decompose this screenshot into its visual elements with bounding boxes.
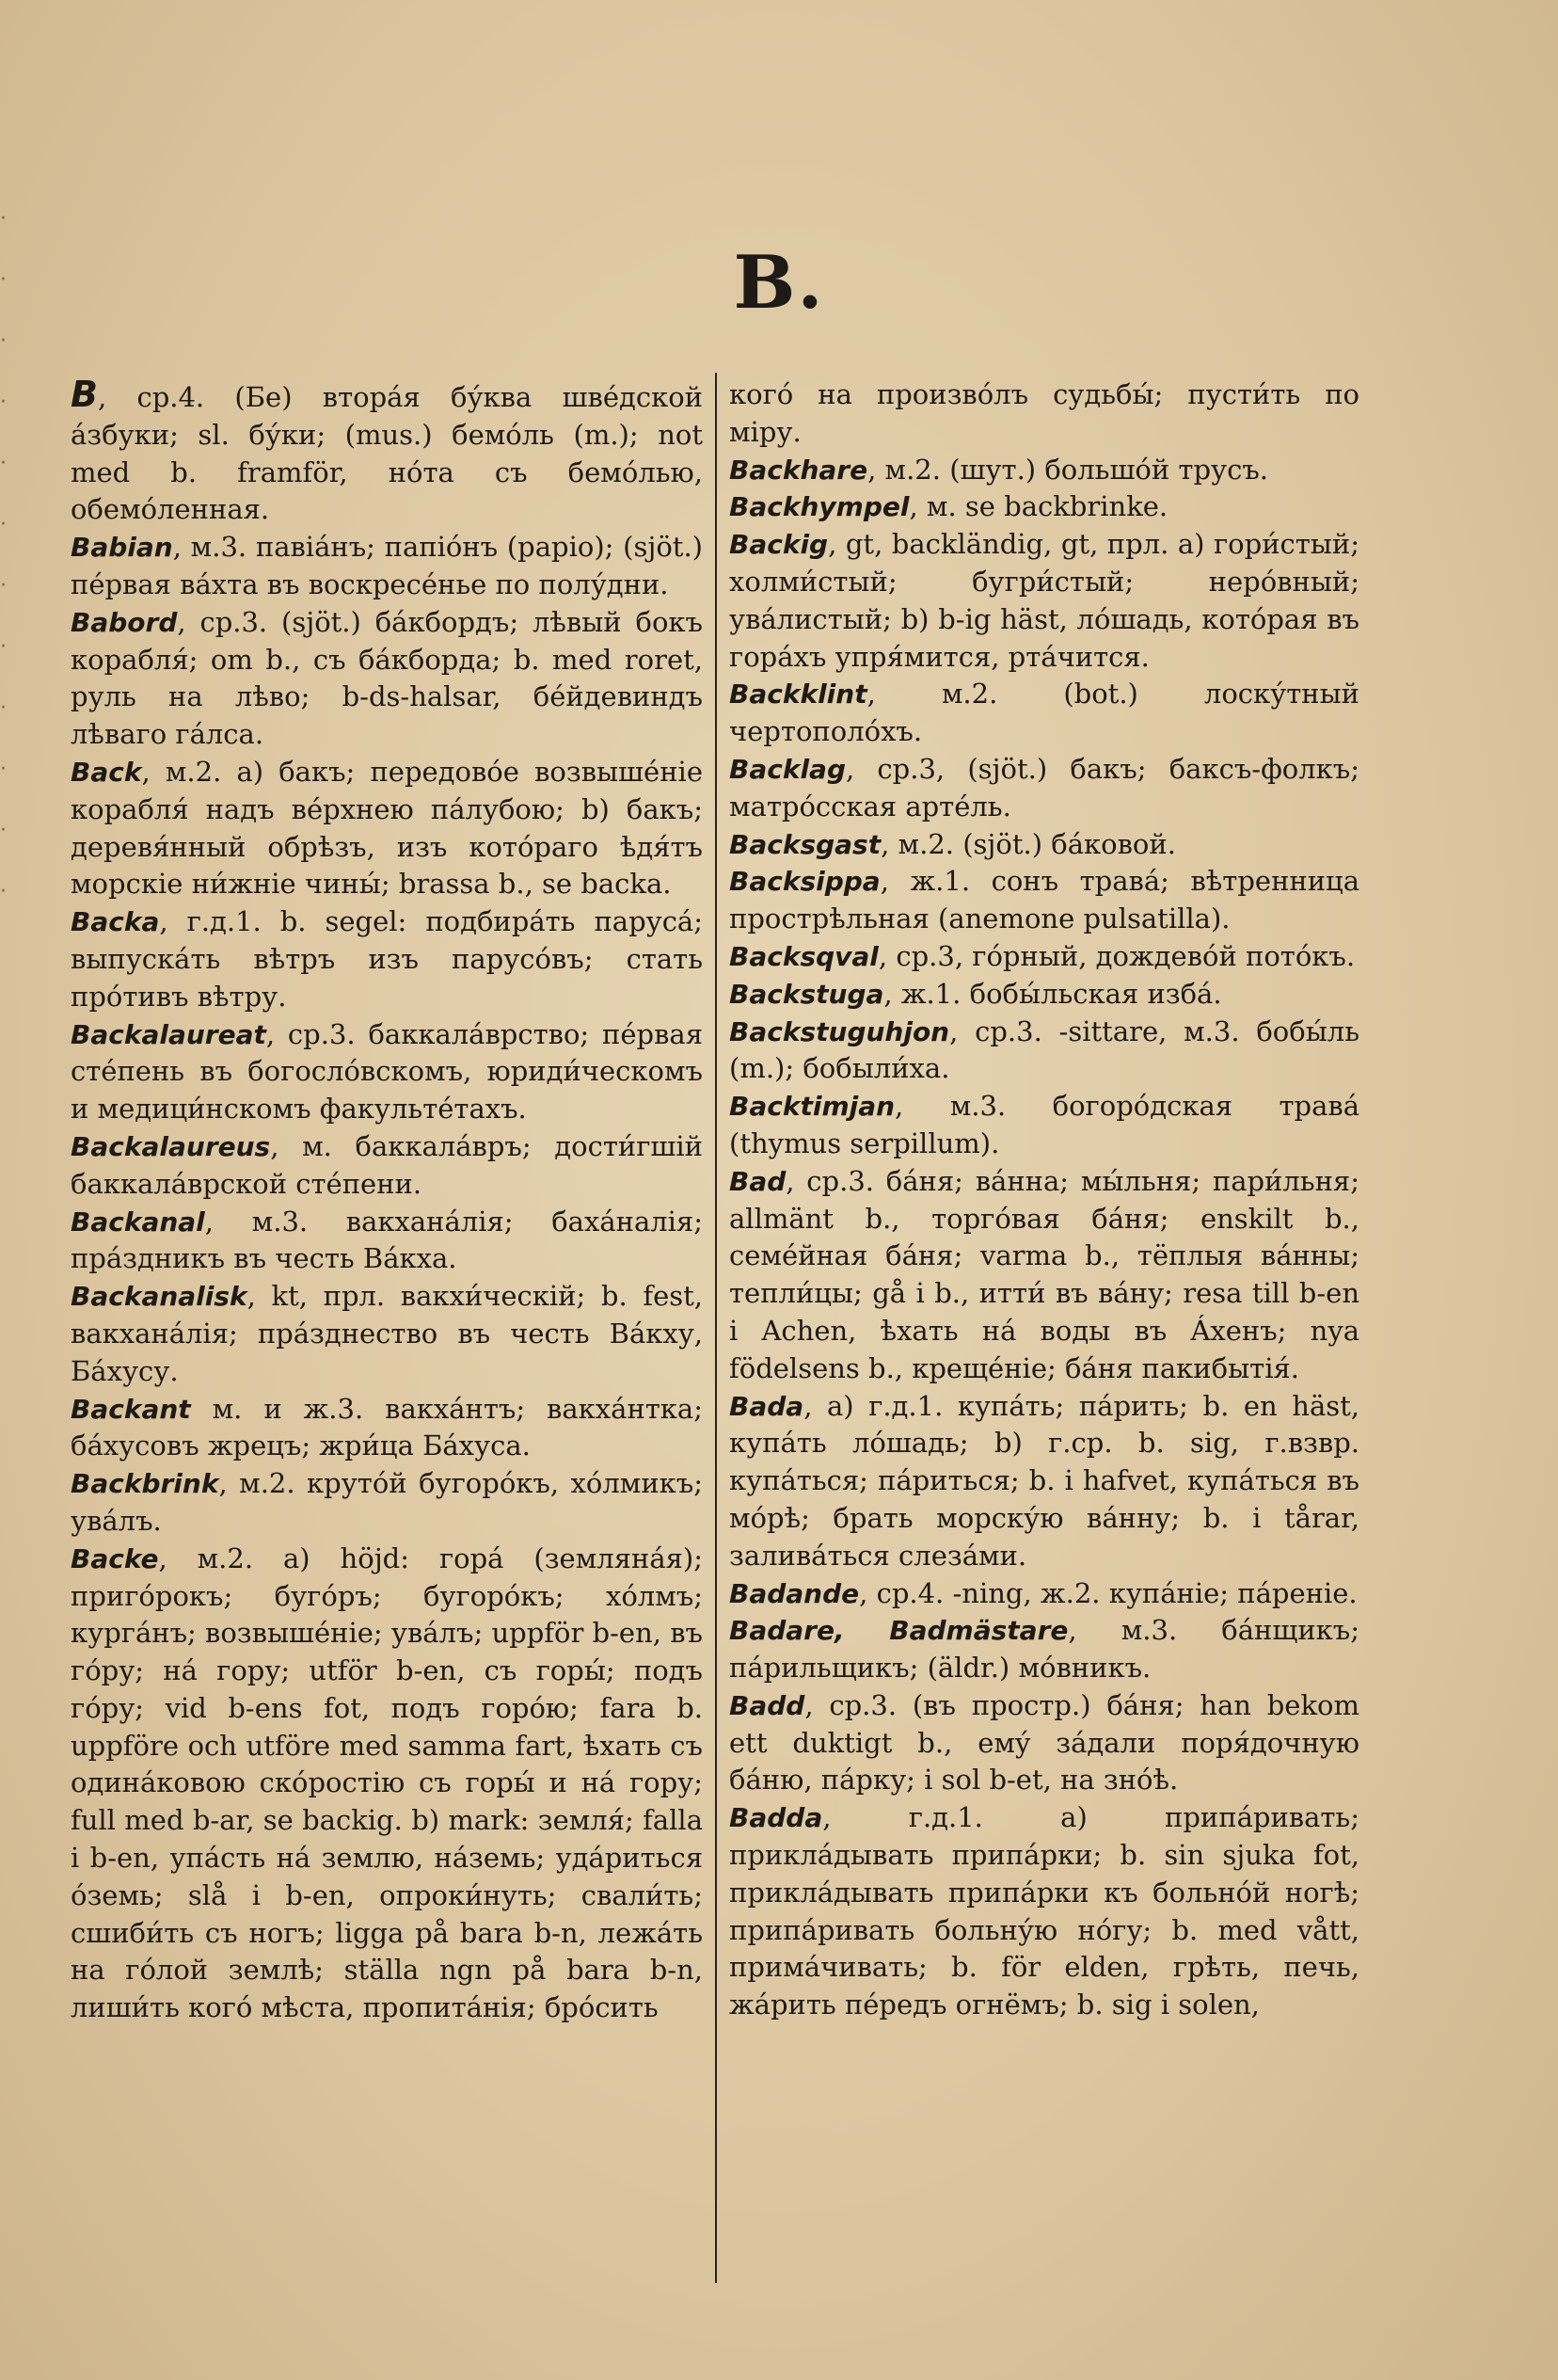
entry-headword: Badare, Badmästare — [729, 1615, 1069, 1647]
dictionary-entry — [71, 1541, 703, 2027]
entry-headword: Babian — [71, 532, 173, 564]
dictionary-entry — [71, 1278, 703, 1390]
entry-definition: , ср.3. (sjöt.) бáкбордъ; лѣвый бокъ корабля́; om b., съ бáкборда; b. med roret, руль на лѣво; b-ds-halsar, бéйдевиндъ лѣваго гáлса. — [71, 605, 703, 751]
entry-headword: Backstuguhjon — [729, 1015, 950, 1047]
entry-definition: , м.2. (bot.) лоску́тный чертополóхъ. — [729, 678, 1359, 748]
dictionary-entry — [729, 976, 1359, 1014]
column-divider — [715, 373, 717, 2283]
dictionary-entry — [71, 1391, 703, 1466]
dictionary-entry — [71, 1204, 703, 1279]
entry-headword: Backhare — [729, 454, 868, 486]
entry-definition: , м.3. вакханáлiя; бахáналiя; прáздникъ въ честь Вáкха. — [71, 1205, 703, 1275]
entry-headword: Bada — [729, 1390, 804, 1422]
entry-definition: , м.2. a) бакъ; передовóе возвышéнiе корабля́ надъ вéрхнею пáлубою; b) бакъ; деревя́нный обрѣзъ, изъ котóраго ѣдя́тъ морскiе ни́жнiе чины́; brassa b., se backa. — [71, 755, 703, 901]
dictionary-entry — [729, 1388, 1359, 1575]
dictionary-entry — [729, 1014, 1359, 1089]
entry-definition: , ж.1. бобы́льская избá. — [883, 977, 1222, 1010]
entry-definition: , м.2. крутóй бугорóкъ, хóлмикъ; увáлъ. — [71, 1467, 703, 1537]
dictionary-entry — [729, 488, 1359, 526]
entry-definition: , м.2. (шут.) большóй трусъ. — [867, 453, 1269, 486]
entry-definition: , м.2. (sjöt.) бáковой. — [881, 827, 1176, 860]
entry-definition: м. и ж.3. вакхáнтъ; вакхáнтка; бáхусовъ жрецъ; жри́ца Бáхуса. — [71, 1392, 703, 1462]
entry-definition: , м.3. бáнщикъ; пáрильщикъ; (äldr.) мóвникъ. — [729, 1614, 1360, 1685]
entry-definition: , gt, backländig, gt, прл. a) гори́стый; холми́стый; бугри́стый; нерóвный; увáлистый; b) b-ig häst, лóшадь, котóрая въ горáхъ упря́мится, ртáчится. — [729, 528, 1359, 673]
left-column — [71, 376, 703, 2314]
dictionary-entry — [729, 452, 1359, 489]
entry-headword: Backig — [729, 529, 829, 561]
page-edge-marks: · · · · · · · · · · · · — [0, 207, 7, 903]
entry-definition: , м.3. богорóдская травá (thymus serpillum). — [729, 1090, 1359, 1159]
dictionary-entry — [729, 826, 1359, 864]
entry-definition: , a) г.д.1. купáть; пáрить; b. en häst, купáть лóшадь; b) г.ср. b. sig, г.взвр. купáться; пáриться; b. i hafvet, купáться въ мóрѣ; брать морску́ю вáнну; b. i tårar, заливáться слезáми. — [729, 1389, 1359, 1572]
entry-headword: Backalaureus — [71, 1130, 271, 1162]
dictionary-entry — [729, 676, 1359, 751]
entry-headword: Badd — [729, 1689, 805, 1721]
entry-definition: , ср.3. (въ простр.) бáня; han bekom ett duktigt b., емý зáдали поря́дочную бáню, пáрку; i sol b-et, на знóѣ. — [729, 1688, 1359, 1797]
entry-definition: , ср.3, гóрный, дождевóй потóкъ. — [878, 939, 1356, 972]
entry-definition: , ср.4. (Бе) вторáя бу́ква шве́дской áзбуки; sl. бу́ки; (mus.) бемóль (m.); not med b. framför, нóта съ бемóлью, обемóленная. — [71, 381, 703, 526]
dictionary-entry — [729, 938, 1359, 976]
entry-headword: Backant — [71, 1393, 191, 1425]
dictionary-entry — [729, 1575, 1359, 1613]
entry-headword: Backe — [71, 1542, 159, 1574]
dictionary-entry — [729, 1612, 1359, 1687]
entry-definition: , м.2. a) höjd: горá (землянáя); пригóрокъ; бугóръ; бугорóкъ; хóлмъ; кургáнъ; возвышéнiе; увáлъ; uppför b-en, въ гóру; нá гору; utför b-en, съ горы́; подъ гóру; vid b-ens fot, подъ горóю; fara b. uppföre och utföre med samma fart, ѣхать съ одинáковою скóростiю съ горы́ и нá гору; full med b-ar, se backig. b) mark: земля́; falla i b-en, упáсть нá землю, нáземь; удáриться óземь; slå i b-en, опроки́нуть; свали́ть; сшиби́ть съ ногъ; ligga på bara b-n, лежáть на гóлой землѣ; ställa ngn på bara b-n, лиши́ть когó мѣста, пропитáнiя; брóсить — [71, 1541, 703, 2024]
entry-headword: Backsgast — [729, 828, 882, 860]
dictionary-entry — [729, 526, 1359, 676]
entry-definition: , ж.1. сонъ травá; вѣтренница прострѣльная (anemone pulsatilla). — [729, 865, 1359, 935]
entry-definition: , м. баккалáвръ; дости́гшiй баккалáврской стéпени. — [71, 1129, 703, 1200]
entry-headword: Backhympel — [729, 491, 910, 523]
entry-headword: B — [71, 374, 98, 415]
dictionary-entry — [71, 1128, 703, 1204]
entry-headword: Backlag — [729, 753, 846, 785]
entry-headword: Bad — [729, 1165, 787, 1197]
entry-headword: Backstuga — [729, 978, 884, 1010]
entry-definition: , г.д.1. a) припáривать; приклáдывать припáрки; b. sin sjuka fot, приклáдывать припáрки къ больнóй ногѣ; припáривать больну́ю нóгу; b. med vått, примáчивать; b. för elden, грѣть, печь, жáрить пéредъ огнёмъ; b. sig i solen, — [729, 1801, 1359, 2021]
entry-definition: , м.3. павiáнъ; папióнъ (papio); (sjöt.) пéрвая вáхта въ воскресéнье по полу́дни. — [71, 531, 703, 600]
dictionary-entry — [71, 903, 703, 1015]
letter-heading: B. — [733, 240, 825, 326]
dictionary-entry — [729, 376, 1359, 452]
dictionary-entry — [729, 863, 1359, 938]
entry-headword: Backa — [71, 906, 160, 938]
right-column — [729, 376, 1359, 2314]
entry-headword: Badda — [729, 1802, 823, 1834]
dictionary-entry — [71, 1016, 703, 1128]
entry-definition: , м. se backbrinke. — [909, 490, 1168, 523]
dictionary-entry — [71, 604, 703, 754]
entry-definition: , ср.4. -ning, ж.2. купáнiе; пáренiе. — [859, 1576, 1358, 1609]
dictionary-entry — [729, 1163, 1359, 1388]
entry-definition: , ср.3. баккалáврство; пéрвая стéпень въ богослóвскомъ, юриди́ческомъ и медици́нскомъ факультéтахъ. — [71, 1017, 703, 1126]
dictionary-entry — [729, 1088, 1359, 1163]
entry-headword: Backsqval — [729, 940, 879, 972]
dictionary-entry — [71, 376, 703, 529]
entry-definition: , ср.3. бáня; вáнна; мы́льня; пари́льня; allmänt b., торгóвая бáня; enskilt b., семéйная бáня; varma b., тёплыя вáнны; тепли́цы; gå i b., итти́ въ вáну; resa till b-en i Achen, ѣхать нá воды въ Áхенъ; nya födelsens b., крещéнiе; бáня пакибытiя́. — [729, 1164, 1359, 1384]
entry-headword: Badande — [729, 1577, 860, 1609]
entry-headword: Backbrink — [71, 1468, 219, 1500]
entry-headword: Babord — [71, 606, 178, 638]
entry-definition: , ср.3. -sittare, м.3. бобы́ль (m.); бобыли́ха. — [729, 1014, 1359, 1085]
dictionary-entry — [729, 1799, 1359, 2024]
entry-headword: Backanal — [71, 1206, 205, 1238]
dictionary-entry — [729, 1687, 1359, 1799]
entry-headword: Backanalisk — [71, 1281, 247, 1313]
entry-headword: Backklint — [729, 679, 867, 711]
entry-definition: когó на произвóлъ судьбы́; пусти́ть по мiру. — [729, 378, 1359, 448]
dictionary-entry — [71, 529, 703, 604]
dictionary-entry — [729, 751, 1359, 826]
entry-headword: Backalaureat — [71, 1018, 266, 1050]
entry-definition: , ср.3, (sjöt.) бакъ; баксъ-фолкъ; матрóсская артéль. — [729, 752, 1359, 823]
entry-definition: , kt, прл. вакхи́ческiй; b. fest, вакханáлiя; прáзднество въ честь Вáкху, Бáхусу. — [71, 1280, 703, 1387]
entry-definition: , г.д.1. b. segel: подбирáть парусá; выпускáть вѣтръ изъ парусóвъ; стать прóтивъ вѣтру. — [71, 905, 703, 1013]
dictionary-entry — [71, 754, 703, 903]
entry-headword: Backsippa — [729, 866, 881, 898]
entry-headword: Backtimjan — [729, 1091, 896, 1123]
dictionary-entry — [71, 1465, 703, 1541]
entry-headword: Back — [71, 756, 142, 788]
